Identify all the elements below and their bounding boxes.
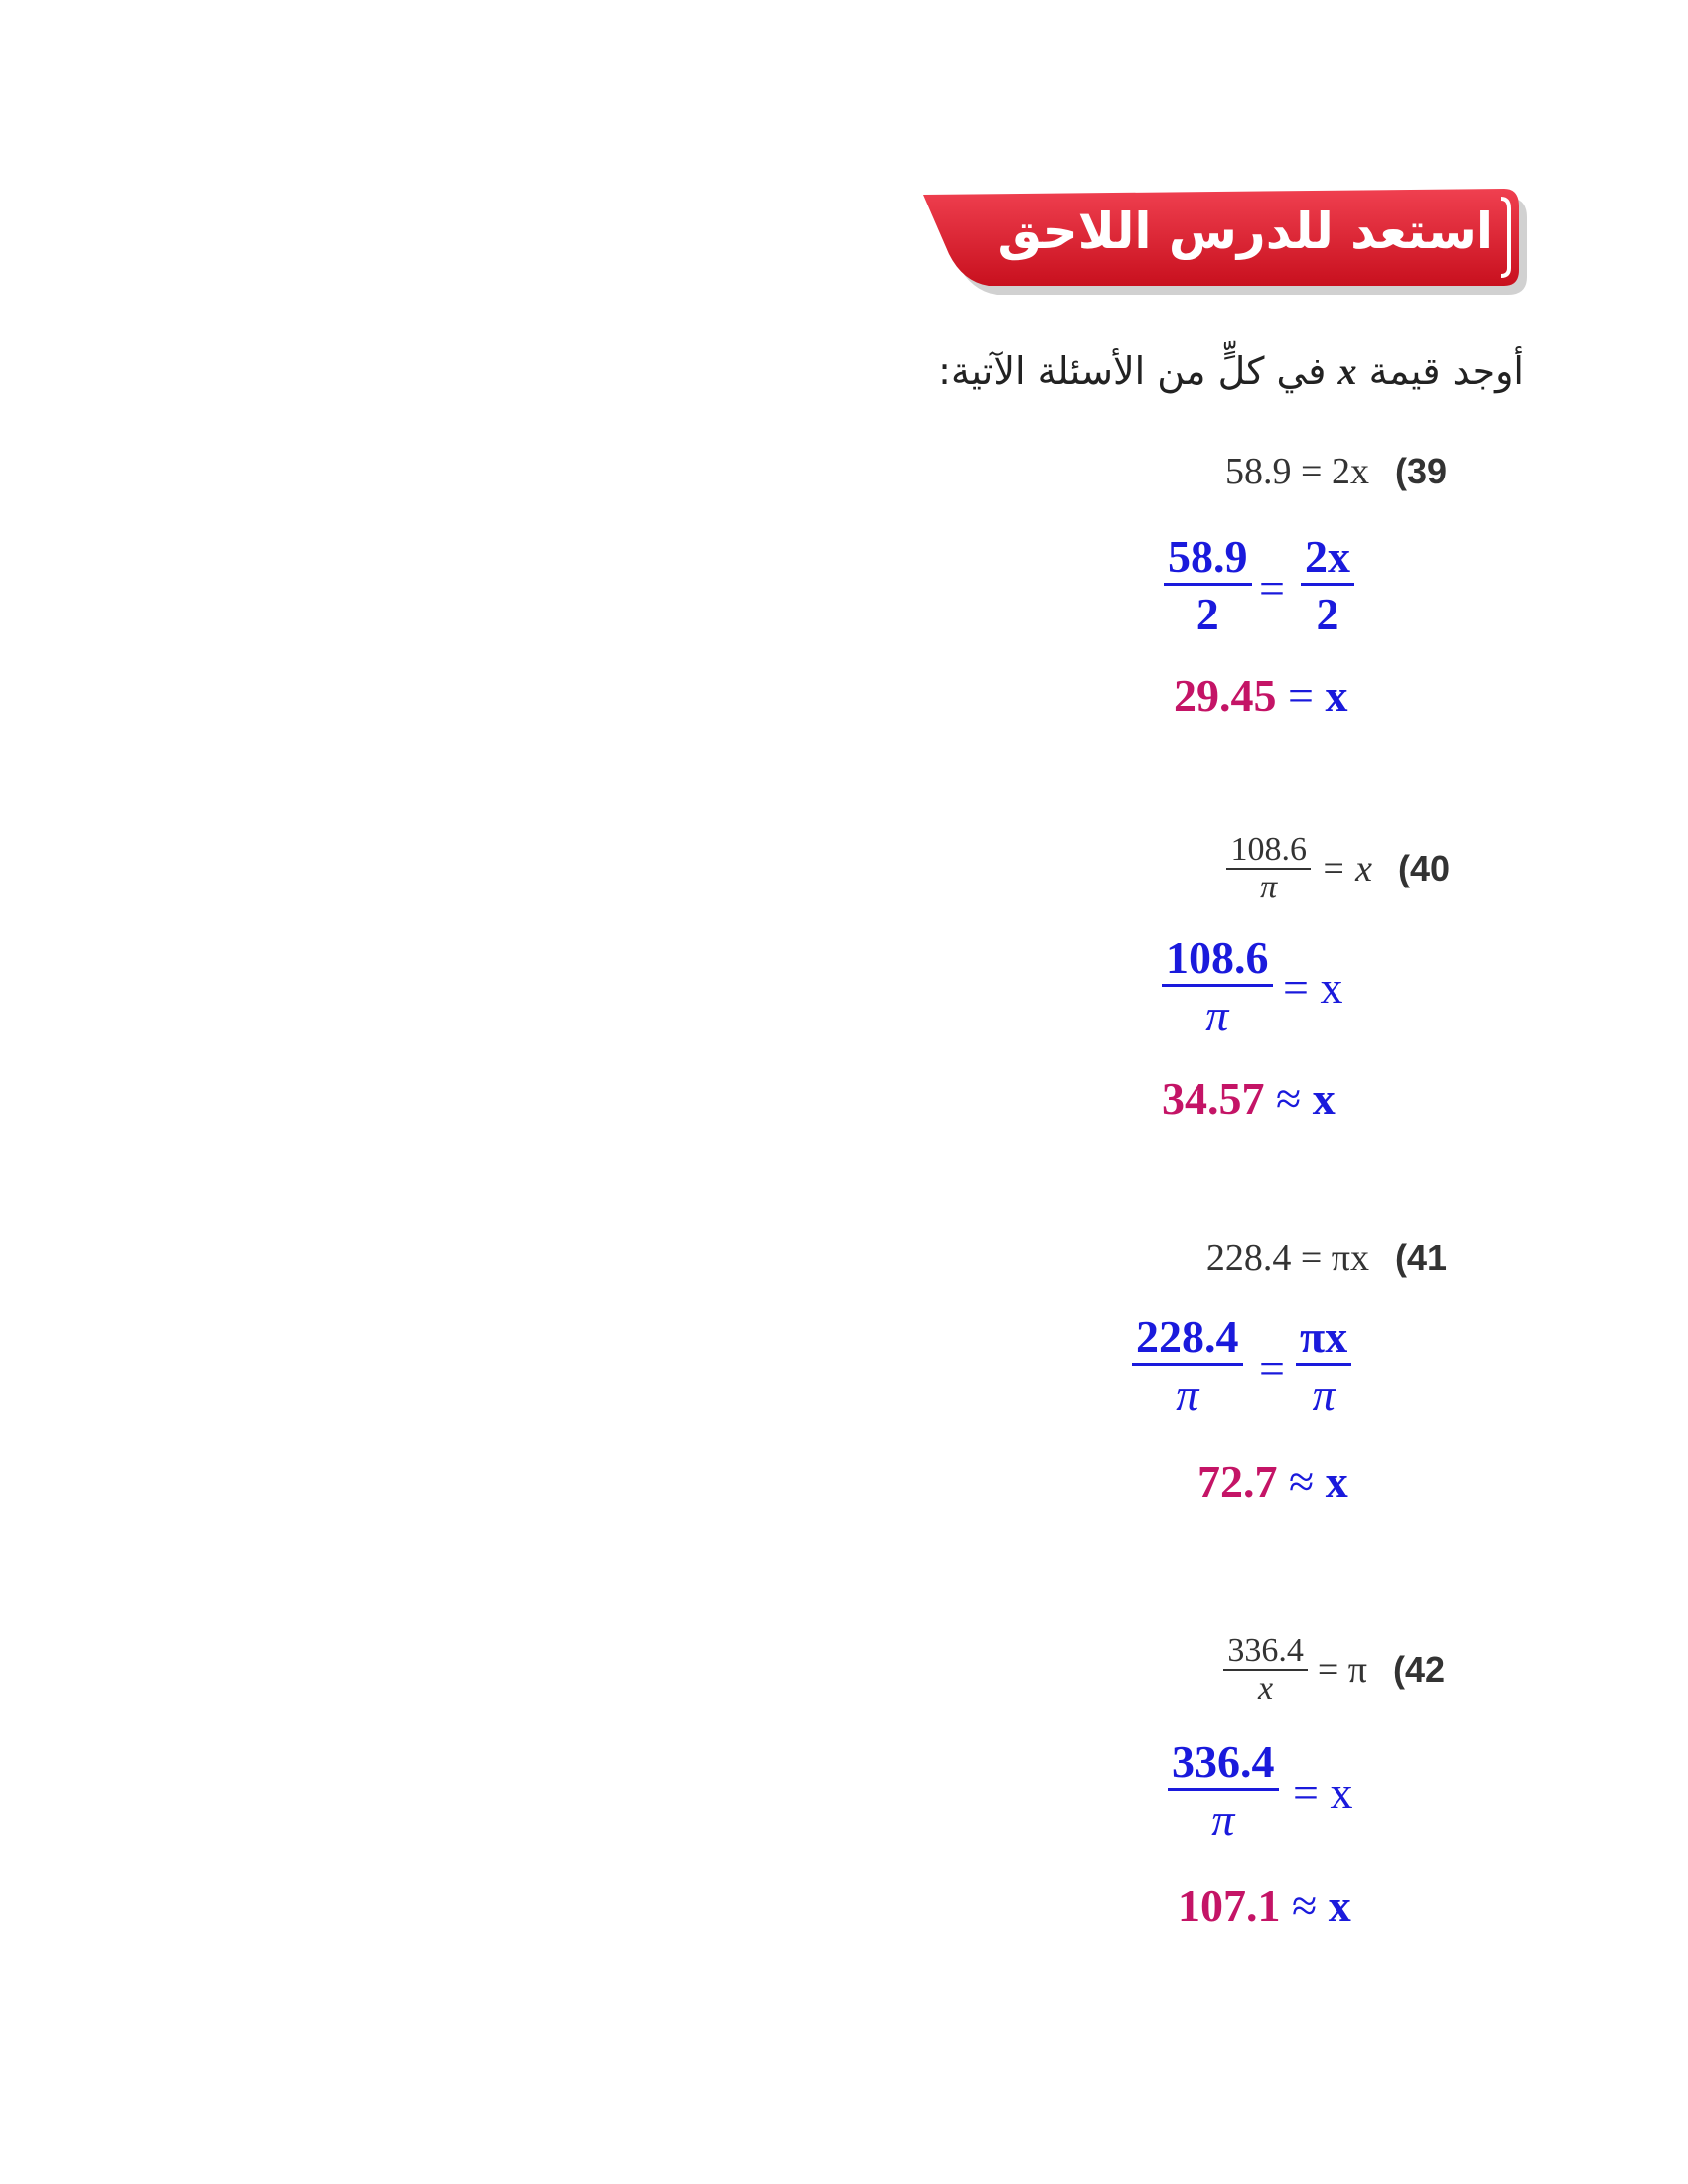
problem-40-question-rest: = x (1320, 847, 1372, 889)
problem-40-step-rest (1283, 961, 1342, 1014)
problem-40-step-fraction (1162, 933, 1273, 1043)
problem-40-number: (40 (1397, 847, 1450, 888)
problem-39-step-equals: = (1259, 563, 1285, 614)
problem-42-answer-value: 107.1 (1178, 1880, 1281, 1931)
problem-41-left-denominator: π (1176, 1368, 1199, 1420)
instruction-text (938, 349, 1524, 394)
problem-39-answer-variable: x (1325, 670, 1348, 721)
problem-42-question-numerator: 336.4 (1223, 1633, 1308, 1671)
problem-40-question-denominator: π (1260, 868, 1278, 905)
problem-41-answer-relation: ≈ (1289, 1456, 1315, 1507)
problem-41-step-left-fraction (1132, 1312, 1243, 1423)
problem-40-answer (1162, 1072, 1336, 1125)
problem-39-equation: 58.9 = 2x (1225, 451, 1369, 492)
problem-41-answer-variable: x (1325, 1456, 1348, 1507)
problem-40-step-numerator: 108.6 (1162, 933, 1273, 987)
banner-title: استعد للدرس اللاحق (997, 203, 1493, 260)
instruction-variable: x (1337, 351, 1357, 393)
problem-42-question-fraction (1223, 1633, 1308, 1706)
problem-39-right-denominator: 2 (1316, 588, 1339, 639)
problem-41-right-denominator: π (1312, 1368, 1336, 1420)
problem-39-answer (1174, 669, 1347, 722)
problem-42-question-denominator: x (1258, 1669, 1274, 1706)
problem-40-question-fraction (1226, 832, 1311, 904)
problem-40-step-equals-x: = x (1283, 962, 1343, 1013)
problem-41-right-numerator: πx (1296, 1312, 1351, 1366)
problem-39-left-denominator: 2 (1196, 588, 1219, 639)
problem-41-question (1206, 1236, 1447, 1280)
problem-42-question-rest: = π (1317, 1648, 1367, 1691)
problem-41-step-equals: = (1259, 1343, 1285, 1394)
problem-41-answer (1197, 1455, 1348, 1508)
problem-42-question (1223, 1633, 1445, 1706)
problem-39-answer-relation: = (1288, 670, 1314, 721)
problem-39-number: (39 (1394, 451, 1447, 491)
problem-42-answer-variable: x (1328, 1880, 1351, 1931)
problem-39-left-numerator: 58.9 (1164, 532, 1252, 586)
problem-40-answer-value: 34.57 (1162, 1073, 1265, 1124)
problem-39-step-left-fraction (1164, 532, 1252, 642)
problem-42-step-equals-x: = x (1293, 1767, 1353, 1818)
problem-39-right-numerator: 2x (1301, 532, 1354, 586)
problem-41-answer-value: 72.7 (1197, 1456, 1278, 1507)
problem-40-question-numerator: 108.6 (1226, 832, 1311, 870)
problem-42-step-numerator: 336.4 (1168, 1737, 1279, 1791)
problem-42-step-denominator: π (1211, 1793, 1235, 1844)
problem-39-answer-value: 29.45 (1174, 670, 1277, 721)
problem-42-number: (42 (1392, 1648, 1445, 1690)
problem-40-question (1226, 832, 1450, 904)
problem-42-step-rest (1293, 1766, 1352, 1819)
instruction-before: أوجد قيمة (1368, 349, 1524, 393)
problem-41-step-right-fraction (1296, 1312, 1351, 1423)
problem-39-question (1225, 450, 1447, 493)
problem-42-answer (1178, 1879, 1351, 1932)
problem-41-number: (41 (1394, 1237, 1447, 1278)
problem-39-step-right-fraction (1301, 532, 1354, 642)
problem-42-step-fraction (1168, 1737, 1279, 1847)
problem-40-answer-variable: x (1312, 1073, 1336, 1124)
problem-40-step-denominator: π (1205, 989, 1229, 1040)
section-banner (923, 189, 1531, 296)
problem-42-answer-relation: ≈ (1292, 1880, 1318, 1931)
instruction-after: في كلٍّ من الأسئلة الآتية: (938, 349, 1327, 393)
problem-41-equation: 228.4 = πx (1205, 1237, 1369, 1279)
problem-41-left-numerator: 228.4 (1132, 1312, 1243, 1366)
problem-40-answer-relation: ≈ (1276, 1073, 1302, 1124)
